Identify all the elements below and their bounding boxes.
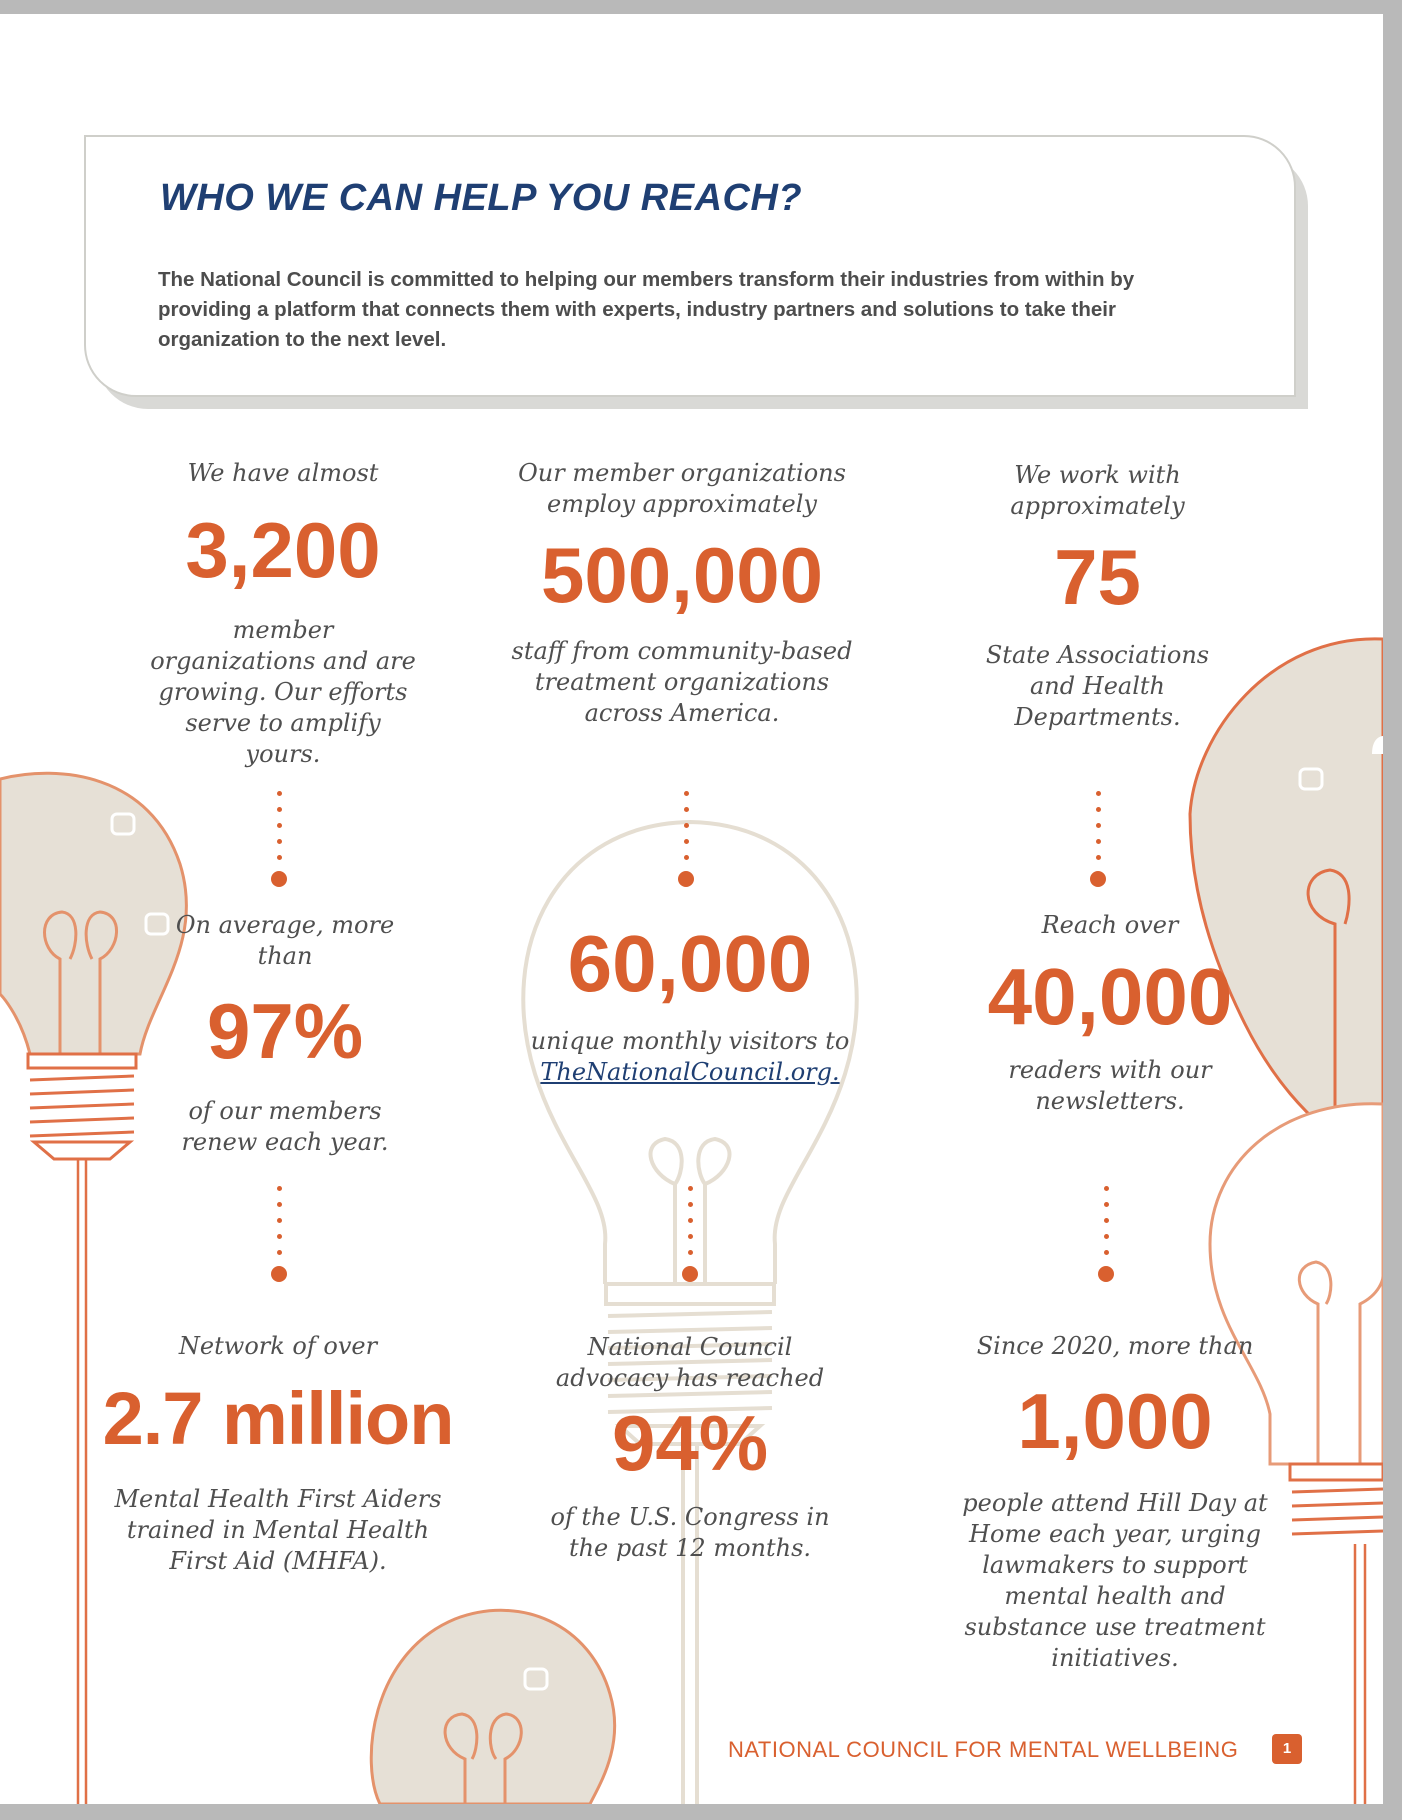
stat-aiders-value: 2.7 million bbox=[102, 1377, 454, 1460]
stat-states-value: 75 bbox=[1054, 533, 1141, 621]
stat-renew bbox=[170, 910, 400, 1158]
stat-aiders bbox=[100, 1331, 456, 1577]
stat-hillday-value: 1,000 bbox=[1017, 1377, 1213, 1465]
stat-renew-lead: On average, more than bbox=[175, 911, 395, 970]
stat-congress-lead: National Council advocacy has reached bbox=[555, 1333, 825, 1392]
stat-staff bbox=[510, 458, 854, 729]
stat-aiders-desc: Mental Health First Aiders trained in Mental Health First Aid (MHFA). bbox=[114, 1485, 442, 1575]
page bbox=[0, 14, 1383, 1804]
intro-card bbox=[84, 135, 1296, 397]
stat-congress-value: 94% bbox=[611, 1399, 769, 1487]
stat-members-desc: member organizations and are growing. Our efforts serve to amplify yours. bbox=[150, 616, 416, 768]
stat-aiders-lead: Network of over bbox=[178, 1332, 378, 1360]
connector-dots-right-1 bbox=[1090, 791, 1106, 887]
stat-visitors-value: 60,000 bbox=[567, 919, 813, 1008]
connector-dots-center-2 bbox=[682, 1186, 698, 1282]
stat-staff-value: 500,000 bbox=[541, 531, 823, 619]
stat-renew-value: 97% bbox=[206, 987, 364, 1075]
stat-renew-desc: of our members renew each year. bbox=[181, 1097, 389, 1156]
stat-staff-lead: Our member organizations employ approximately bbox=[518, 459, 846, 518]
stat-states-desc: State Associations and Health Departments. bbox=[985, 641, 1210, 731]
stat-visitors-desc: unique monthly visitors to bbox=[530, 1027, 850, 1055]
intro-text: The National Council is committed to helping our members transform their industries from within by providing a platform that connects them with experts, industry partners and solutions to take their organization to the next level. bbox=[158, 268, 1135, 351]
stat-members-value: 3,200 bbox=[185, 506, 381, 594]
stat-states-lead: We work with approximately bbox=[1010, 461, 1185, 520]
stat-visitors bbox=[520, 919, 860, 1088]
stat-readers-lead: Reach over bbox=[1041, 911, 1179, 939]
stat-congress bbox=[530, 1332, 850, 1564]
lightbulb-bottom-icon bbox=[371, 1610, 614, 1804]
stat-states bbox=[960, 460, 1235, 733]
page-number-badge: 1 bbox=[1272, 1734, 1302, 1764]
intro-title: WHO WE CAN HELP YOU REACH? bbox=[160, 177, 803, 219]
stat-hillday-lead: Since 2020, more than bbox=[976, 1332, 1254, 1360]
stat-readers-value: 40,000 bbox=[987, 952, 1233, 1041]
connector-dots-left-1 bbox=[271, 791, 287, 887]
stat-readers bbox=[940, 910, 1280, 1117]
connector-dots-right-2 bbox=[1098, 1186, 1114, 1282]
stat-congress-desc: of the U.S. Congress in the past 12 months. bbox=[550, 1503, 830, 1562]
stat-members bbox=[148, 458, 418, 770]
lightbulb-left-icon bbox=[0, 773, 186, 1804]
website-link[interactable]: TheNationalCouncil.org. bbox=[540, 1058, 840, 1086]
stat-staff-desc: staff from community-based treatment organizations across America. bbox=[511, 637, 853, 727]
connector-dots-left-2 bbox=[271, 1186, 287, 1282]
stat-hillday bbox=[950, 1331, 1280, 1674]
stat-readers-desc: readers with our newsletters. bbox=[1008, 1056, 1212, 1115]
connector-dots-center-1 bbox=[678, 791, 694, 887]
stat-members-lead: We have almost bbox=[187, 459, 379, 487]
stat-hillday-desc: people attend Hill Day at Home each year, urging lawmakers to support mental health and substance use treatment initiatives. bbox=[962, 1489, 1268, 1672]
footer-org-name: NATIONAL COUNCIL FOR MENTAL WELLBEING bbox=[728, 1737, 1239, 1762]
